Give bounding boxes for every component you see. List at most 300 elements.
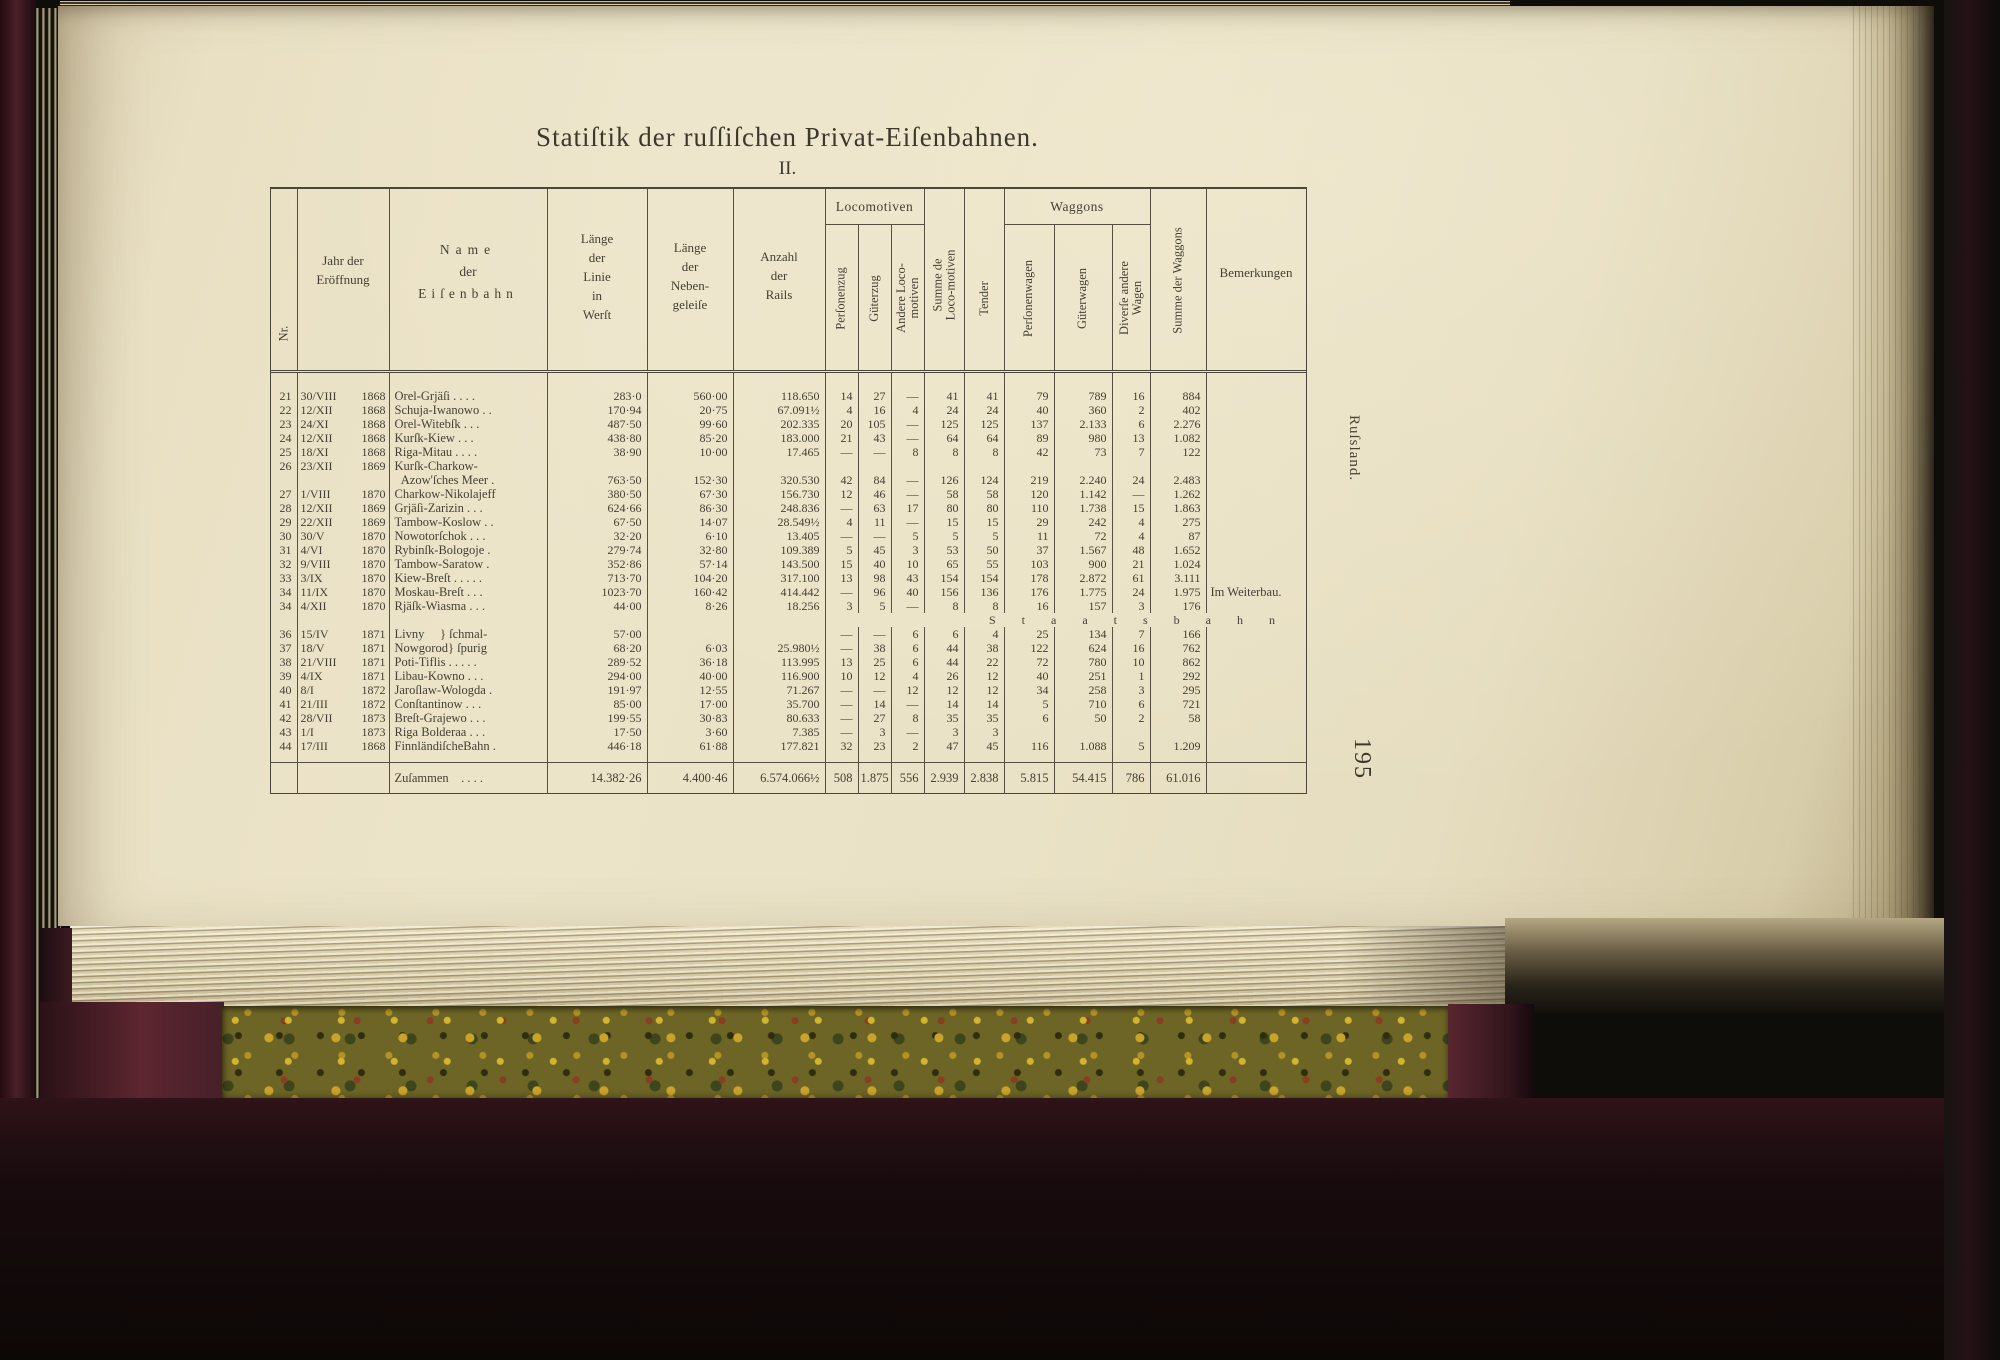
- table-cell: 154: [924, 571, 964, 585]
- table-cell: 67.091½: [733, 403, 825, 417]
- table-cell: 446·18: [547, 739, 647, 753]
- table-cell: 15: [1112, 501, 1150, 515]
- table-cell: [891, 459, 924, 473]
- table-cell: 24: [924, 403, 964, 417]
- table-cell: 258: [1054, 683, 1112, 697]
- table-cell: 31: [279, 543, 292, 557]
- table-cell: 47: [924, 739, 964, 753]
- table-row: [271, 627, 1306, 641]
- table-cell: 99·60: [647, 417, 733, 431]
- table-cell: 6: [1112, 417, 1150, 431]
- table-cell: 5: [858, 599, 891, 613]
- table-cell: [297, 641, 389, 655]
- table-cell: 2: [1112, 403, 1150, 417]
- table-cell: 1.775: [1054, 585, 1112, 599]
- table-cell: 16: [1004, 599, 1054, 613]
- table-cell: 64: [924, 431, 964, 445]
- date-daymonth: 23/XII: [300, 459, 333, 473]
- table-cell: [297, 445, 389, 459]
- table-cell: 279·74: [547, 543, 647, 557]
- table-cell: 8: [924, 599, 964, 613]
- table-cell: [297, 655, 389, 669]
- table-cell: 50: [964, 543, 1004, 557]
- table-cell: 28.549½: [733, 515, 825, 529]
- table-cell: 63: [858, 501, 891, 515]
- table-cell: 35.700: [733, 697, 825, 711]
- table-cell: Grjäſi-Zarizin . . .: [389, 501, 547, 515]
- table-cell: 14.382·26: [547, 763, 647, 794]
- table-cell: 34: [279, 585, 292, 599]
- table-cell: Kurſk-Charkow-: [389, 459, 547, 473]
- table-cell: —: [825, 585, 858, 599]
- table-cell: —: [825, 501, 858, 515]
- table-cell: [297, 557, 389, 571]
- table-cell: 58: [1150, 711, 1206, 725]
- table-cell: 44·00: [547, 599, 647, 613]
- date-year: 1870: [361, 585, 386, 599]
- table-cell: Nowotorſchok . . .: [389, 529, 547, 543]
- table-cell: 6.574.066½: [733, 763, 825, 794]
- table-cell: —: [1112, 487, 1150, 501]
- header-anzahl-rails: [733, 247, 825, 304]
- table-cell: 20·75: [647, 403, 733, 417]
- table-cell: Rybinſk-Bologoje .: [389, 543, 547, 557]
- table-cell: 183.000: [733, 431, 825, 445]
- table-cell: 13.405: [733, 529, 825, 543]
- table-cell: 16: [858, 403, 891, 417]
- table-cell: 1.863: [1150, 501, 1206, 515]
- table-cell: 12: [825, 487, 858, 501]
- table-cell: [1206, 543, 1306, 557]
- header-bemerkungen: [1206, 263, 1306, 282]
- table-cell: 6·10: [647, 529, 733, 543]
- table-cell: 72: [1004, 655, 1054, 669]
- table-cell: 14·07: [647, 515, 733, 529]
- table-cell: —: [891, 487, 924, 501]
- table-cell: 40: [891, 585, 924, 599]
- table-cell: 15: [924, 515, 964, 529]
- table-cell: 3·60: [647, 725, 733, 739]
- spine-bottom-corner: [40, 928, 72, 1008]
- date-daymonth: 11/IX: [300, 585, 329, 599]
- date-daymonth: 1/VIII: [300, 487, 331, 501]
- table-row: [271, 669, 1306, 683]
- table-cell: 25: [1004, 627, 1054, 641]
- table-cell: 12: [964, 669, 1004, 683]
- table-cell: 64: [964, 431, 1004, 445]
- header-name: [389, 239, 547, 305]
- table-cell: 15: [964, 515, 1004, 529]
- table-cell: 487·50: [547, 417, 647, 431]
- table-cell: 4: [891, 403, 924, 417]
- table-cell: 44: [924, 655, 964, 669]
- table-cell: 4: [825, 403, 858, 417]
- staatsbahn-label: Staatsbahn: [825, 613, 1306, 627]
- table-cell: 10: [1112, 655, 1150, 669]
- table-cell: 157: [1054, 599, 1112, 613]
- table-cell: 39: [279, 669, 292, 683]
- table-cell: [1150, 753, 1206, 763]
- table-cell: [733, 627, 825, 641]
- hl-line: Werſt: [582, 307, 612, 322]
- table-cell: [1004, 373, 1054, 389]
- table-cell: 32: [825, 739, 858, 753]
- table-cell: [297, 753, 389, 763]
- date-year: 1870: [361, 543, 386, 557]
- table-cell: 1.652: [1150, 543, 1206, 557]
- table-row: [271, 655, 1306, 669]
- table-cell: 42: [825, 473, 858, 487]
- table-cell: —: [825, 697, 858, 711]
- date-daymonth: 18/XI: [300, 445, 329, 459]
- table-row: [271, 501, 1306, 515]
- table-cell: 18.256: [733, 599, 825, 613]
- table-cell: 166: [1150, 627, 1206, 641]
- table-cell: 275: [1150, 515, 1206, 529]
- table-cell: [271, 373, 297, 389]
- table-cell: [297, 697, 389, 711]
- table-cell: 2.276: [1150, 417, 1206, 431]
- table-cell: Breſt-Grajewo . . .: [389, 711, 547, 725]
- header-name-line1: Name: [439, 242, 497, 257]
- table-cell: 17·00: [647, 697, 733, 711]
- table-cell: 713·70: [547, 571, 647, 585]
- date-daymonth: 17/III: [300, 739, 328, 753]
- date-year: 1868: [361, 445, 386, 459]
- hl-line: Andere Loco-: [893, 263, 908, 333]
- table-cell: 10·00: [647, 445, 733, 459]
- table-cell: 862: [1150, 655, 1206, 669]
- header-nr: [271, 301, 297, 365]
- table-cell: 320.530: [733, 473, 825, 487]
- header-gueterwagen-text: Güterwagen: [1075, 267, 1090, 329]
- table-cell: [1054, 459, 1112, 473]
- table-cell: [1150, 459, 1206, 473]
- table-cell: 1.024: [1150, 557, 1206, 571]
- hl-line: Neben-: [670, 278, 710, 293]
- table-cell: 317.100: [733, 571, 825, 585]
- table-cell: 7: [1112, 627, 1150, 641]
- table-cell: 763·50: [547, 473, 647, 487]
- table-cell: [1206, 473, 1306, 487]
- table-cell: 2.240: [1054, 473, 1112, 487]
- table-cell: —: [825, 683, 858, 697]
- table-row: [271, 683, 1306, 697]
- table-cell: 199·55: [547, 711, 647, 725]
- table-cell: 26: [924, 669, 964, 683]
- table-cell: [297, 725, 389, 739]
- table-cell: 30·83: [647, 711, 733, 725]
- date-daymonth: 21/VIII: [300, 655, 337, 669]
- table-cell: 2.483: [1150, 473, 1206, 487]
- table-row: [271, 557, 1306, 571]
- table-cell: —: [858, 627, 891, 641]
- table-cell: 110: [1004, 501, 1054, 515]
- date-daymonth: 28/VII: [300, 711, 333, 725]
- table-cell: 27: [858, 711, 891, 725]
- date-daymonth: 3/IX: [300, 571, 323, 585]
- table-cell: [297, 627, 389, 641]
- table-cell: 41: [924, 389, 964, 403]
- table-cell: Riga-Mitau . . . .: [389, 445, 547, 459]
- table-row: [271, 711, 1306, 725]
- date-daymonth: 12/XII: [300, 431, 333, 445]
- table-cell: [271, 753, 297, 763]
- table-cell: 177.821: [733, 739, 825, 753]
- table-cell: [825, 753, 858, 763]
- table-cell: Tambow-Saratow .: [389, 557, 547, 571]
- table-cell: 5: [1112, 739, 1150, 753]
- table-cell: 54.415: [1054, 763, 1112, 794]
- table-cell: 156: [924, 585, 964, 599]
- table-cell: [297, 599, 389, 613]
- table-cell: 1.082: [1150, 431, 1206, 445]
- table-cell: [1150, 373, 1206, 389]
- table-cell: 24: [279, 431, 292, 445]
- table-cell: 152·30: [647, 473, 733, 487]
- table-cell: 4: [825, 515, 858, 529]
- header-personenwagen: [1004, 227, 1054, 369]
- date-daymonth: 18/V: [300, 641, 325, 655]
- table-cell: 884: [1150, 389, 1206, 403]
- table-cell: [647, 753, 733, 763]
- date-year: 1872: [361, 683, 386, 697]
- table-cell: 6·03: [647, 641, 733, 655]
- table-row: [271, 473, 1306, 487]
- table-cell: 3: [1112, 599, 1150, 613]
- date-daymonth: 12/XII: [300, 403, 333, 417]
- table-cell: 11: [858, 515, 891, 529]
- table-row: [271, 431, 1306, 445]
- table-cell: 12·55: [647, 683, 733, 697]
- table-cell: [1206, 529, 1306, 543]
- table-cell: [964, 459, 1004, 473]
- table-cell: 109.389: [733, 543, 825, 557]
- locomotives-group-label: Locomotiven: [835, 198, 914, 214]
- table-cell: 8: [964, 445, 1004, 459]
- table-cell: Jaroſlaw-Wologda .: [389, 683, 547, 697]
- table-row: [271, 403, 1306, 417]
- table-cell: —: [891, 473, 924, 487]
- table-cell: 248.836: [733, 501, 825, 515]
- hl-line: motiven: [906, 277, 921, 319]
- table-cell: 120: [1004, 487, 1054, 501]
- table-cell: —: [891, 431, 924, 445]
- table-cell: 283·0: [547, 389, 647, 403]
- table-cell: 402: [1150, 403, 1206, 417]
- date-daymonth: 4/XII: [300, 599, 327, 613]
- header-tender-text: Tender: [976, 280, 991, 316]
- table-cell: 40·00: [647, 669, 733, 683]
- table-row: [271, 417, 1306, 431]
- table-cell: 37: [279, 641, 292, 655]
- table-cell: 122: [1150, 445, 1206, 459]
- date-year: 1869: [361, 515, 386, 529]
- table-cell: —: [825, 529, 858, 543]
- table-cell: [1112, 725, 1150, 739]
- table-cell: 556: [891, 763, 924, 794]
- table-cell: [297, 529, 389, 543]
- table-cell: 38: [279, 655, 292, 669]
- table-cell: [1206, 459, 1306, 473]
- table-cell: 980: [1054, 431, 1112, 445]
- table-row: [271, 599, 1306, 613]
- table-cell: Charkow-Nikolajeff: [389, 487, 547, 501]
- table-cell: 6: [891, 641, 924, 655]
- cover-corner-left: [40, 1002, 224, 1106]
- table-cell: 2.133: [1054, 417, 1112, 431]
- table-cell: [1150, 725, 1206, 739]
- table-cell: [1112, 753, 1150, 763]
- table-cell: 789: [1054, 389, 1112, 403]
- page-stack-fore-edge: [70, 926, 1515, 1008]
- table-cell: Orel-Grjäſi . . . .: [389, 389, 547, 403]
- table-cell: 55: [964, 557, 1004, 571]
- table-cell: 57·00: [547, 627, 647, 641]
- table-cell: [1054, 725, 1112, 739]
- table-cell: 8·26: [647, 599, 733, 613]
- table-cell: 191·97: [547, 683, 647, 697]
- fore-edge-curl: [1848, 6, 1934, 926]
- table-cell: 1.088: [1054, 739, 1112, 753]
- table-cell: [1206, 641, 1306, 655]
- table-cell: 89: [1004, 431, 1054, 445]
- table-cell: 294·00: [547, 669, 647, 683]
- table-cell: [1206, 417, 1306, 431]
- table-cell: 30: [279, 529, 292, 543]
- date-year: 1870: [361, 557, 386, 571]
- table-cell: 762: [1150, 641, 1206, 655]
- table-cell: 36: [279, 627, 292, 641]
- table-cell: 17.465: [733, 445, 825, 459]
- table-cell: [271, 613, 297, 627]
- table-cell: 61: [1112, 571, 1150, 585]
- table-cell: 38·90: [547, 445, 647, 459]
- table-cell: 23: [858, 739, 891, 753]
- table-cell: 67·30: [647, 487, 733, 501]
- table-cell: [297, 669, 389, 683]
- table-numeral: II.: [778, 158, 797, 179]
- table-cell: [297, 571, 389, 585]
- table-cell: [891, 373, 924, 389]
- table-cell: 289·52: [547, 655, 647, 669]
- page-bottom-shadow: [1505, 918, 1945, 1014]
- table-cell: 116.900: [733, 669, 825, 683]
- table-cell: [297, 585, 389, 599]
- table-cell: [1054, 373, 1112, 389]
- table-cell: [1206, 403, 1306, 417]
- table-cell: 176: [1150, 599, 1206, 613]
- table-cell: 508: [825, 763, 858, 794]
- date-year: 1870: [361, 529, 386, 543]
- table-cell: 8: [964, 599, 1004, 613]
- hl-line: Anzahl: [760, 249, 798, 264]
- table-cell: 24: [1112, 585, 1150, 599]
- table-cell: Conſtantinow . . .: [389, 697, 547, 711]
- hl-line: der: [588, 250, 606, 265]
- header-name-line2: der: [459, 264, 477, 279]
- table-cell: 14: [858, 697, 891, 711]
- header-tender: [964, 227, 1004, 369]
- table-cell: 44: [924, 641, 964, 655]
- table-cell: —: [825, 711, 858, 725]
- table-cell: 61·88: [647, 739, 733, 753]
- table-cell: 786: [1112, 763, 1150, 794]
- table-cell: [825, 459, 858, 473]
- table-cell: [964, 373, 1004, 389]
- table-cell: 5: [1004, 697, 1054, 711]
- table-cell: [733, 613, 825, 627]
- table-cell: 5: [924, 529, 964, 543]
- header-jahr-line2: Eröffnung: [316, 272, 370, 287]
- table-cell: [389, 613, 547, 627]
- table-cell: 160·42: [647, 585, 733, 599]
- table-cell: 80: [964, 501, 1004, 515]
- table-cell: 34: [279, 599, 292, 613]
- table-cell: [647, 613, 733, 627]
- table-cell: —: [891, 389, 924, 403]
- table-cell: [924, 753, 964, 763]
- header-name-line3: Eiſenbahn: [418, 286, 518, 301]
- table-cell: 48: [1112, 543, 1150, 557]
- table-row: [271, 543, 1306, 557]
- cover-corner-right: [1448, 1004, 1534, 1100]
- table-cell: 3: [924, 725, 964, 739]
- table-cell: [858, 373, 891, 389]
- table-cell: 58: [964, 487, 1004, 501]
- table-cell: 1.975: [1150, 585, 1206, 599]
- table-cell: 58: [924, 487, 964, 501]
- table-cell: —: [858, 445, 891, 459]
- table-cell: 96: [858, 585, 891, 599]
- table-cell: 46: [858, 487, 891, 501]
- table-cell: 1.738: [1054, 501, 1112, 515]
- date-year: 1868: [361, 403, 386, 417]
- table-cell: 21: [279, 389, 292, 403]
- table-cell: 105: [858, 417, 891, 431]
- table-cell: 13: [825, 655, 858, 669]
- table-cell: [547, 753, 647, 763]
- table-cell: 85·20: [647, 431, 733, 445]
- table-cell: 8: [891, 445, 924, 459]
- table-cell: 17·50: [547, 725, 647, 739]
- table-cell: 14: [964, 697, 1004, 711]
- table-cell: 24: [1112, 473, 1150, 487]
- book-cover-bottom: [0, 1098, 2000, 1360]
- date-daymonth: 12/XII: [300, 501, 333, 515]
- date-daymonth: 30/VIII: [300, 389, 337, 403]
- hl-line: Loco-motiven: [943, 249, 958, 321]
- date-daymonth: 1/I: [300, 725, 314, 739]
- header-summe-locomotiven: [924, 201, 964, 369]
- table-cell: [1004, 753, 1054, 763]
- date-year: 1870: [361, 599, 386, 613]
- header-summe-waggons-text: Summe der Waggons: [1170, 226, 1185, 334]
- table-cell: [1206, 571, 1306, 585]
- table-cell: [297, 459, 389, 473]
- table-cell: [924, 373, 964, 389]
- table-cell: 32: [279, 557, 292, 571]
- table-cell: [733, 373, 825, 389]
- table-cell: 3: [891, 543, 924, 557]
- table-cell: 45: [964, 739, 1004, 753]
- table-cell: 26: [279, 459, 292, 473]
- table-cell: [1206, 487, 1306, 501]
- header-personenzug-text: Perſonenzug: [834, 266, 849, 330]
- table-cell: 98: [858, 571, 891, 585]
- table-cell: 7: [1112, 445, 1150, 459]
- table-cell: 1: [1112, 669, 1150, 683]
